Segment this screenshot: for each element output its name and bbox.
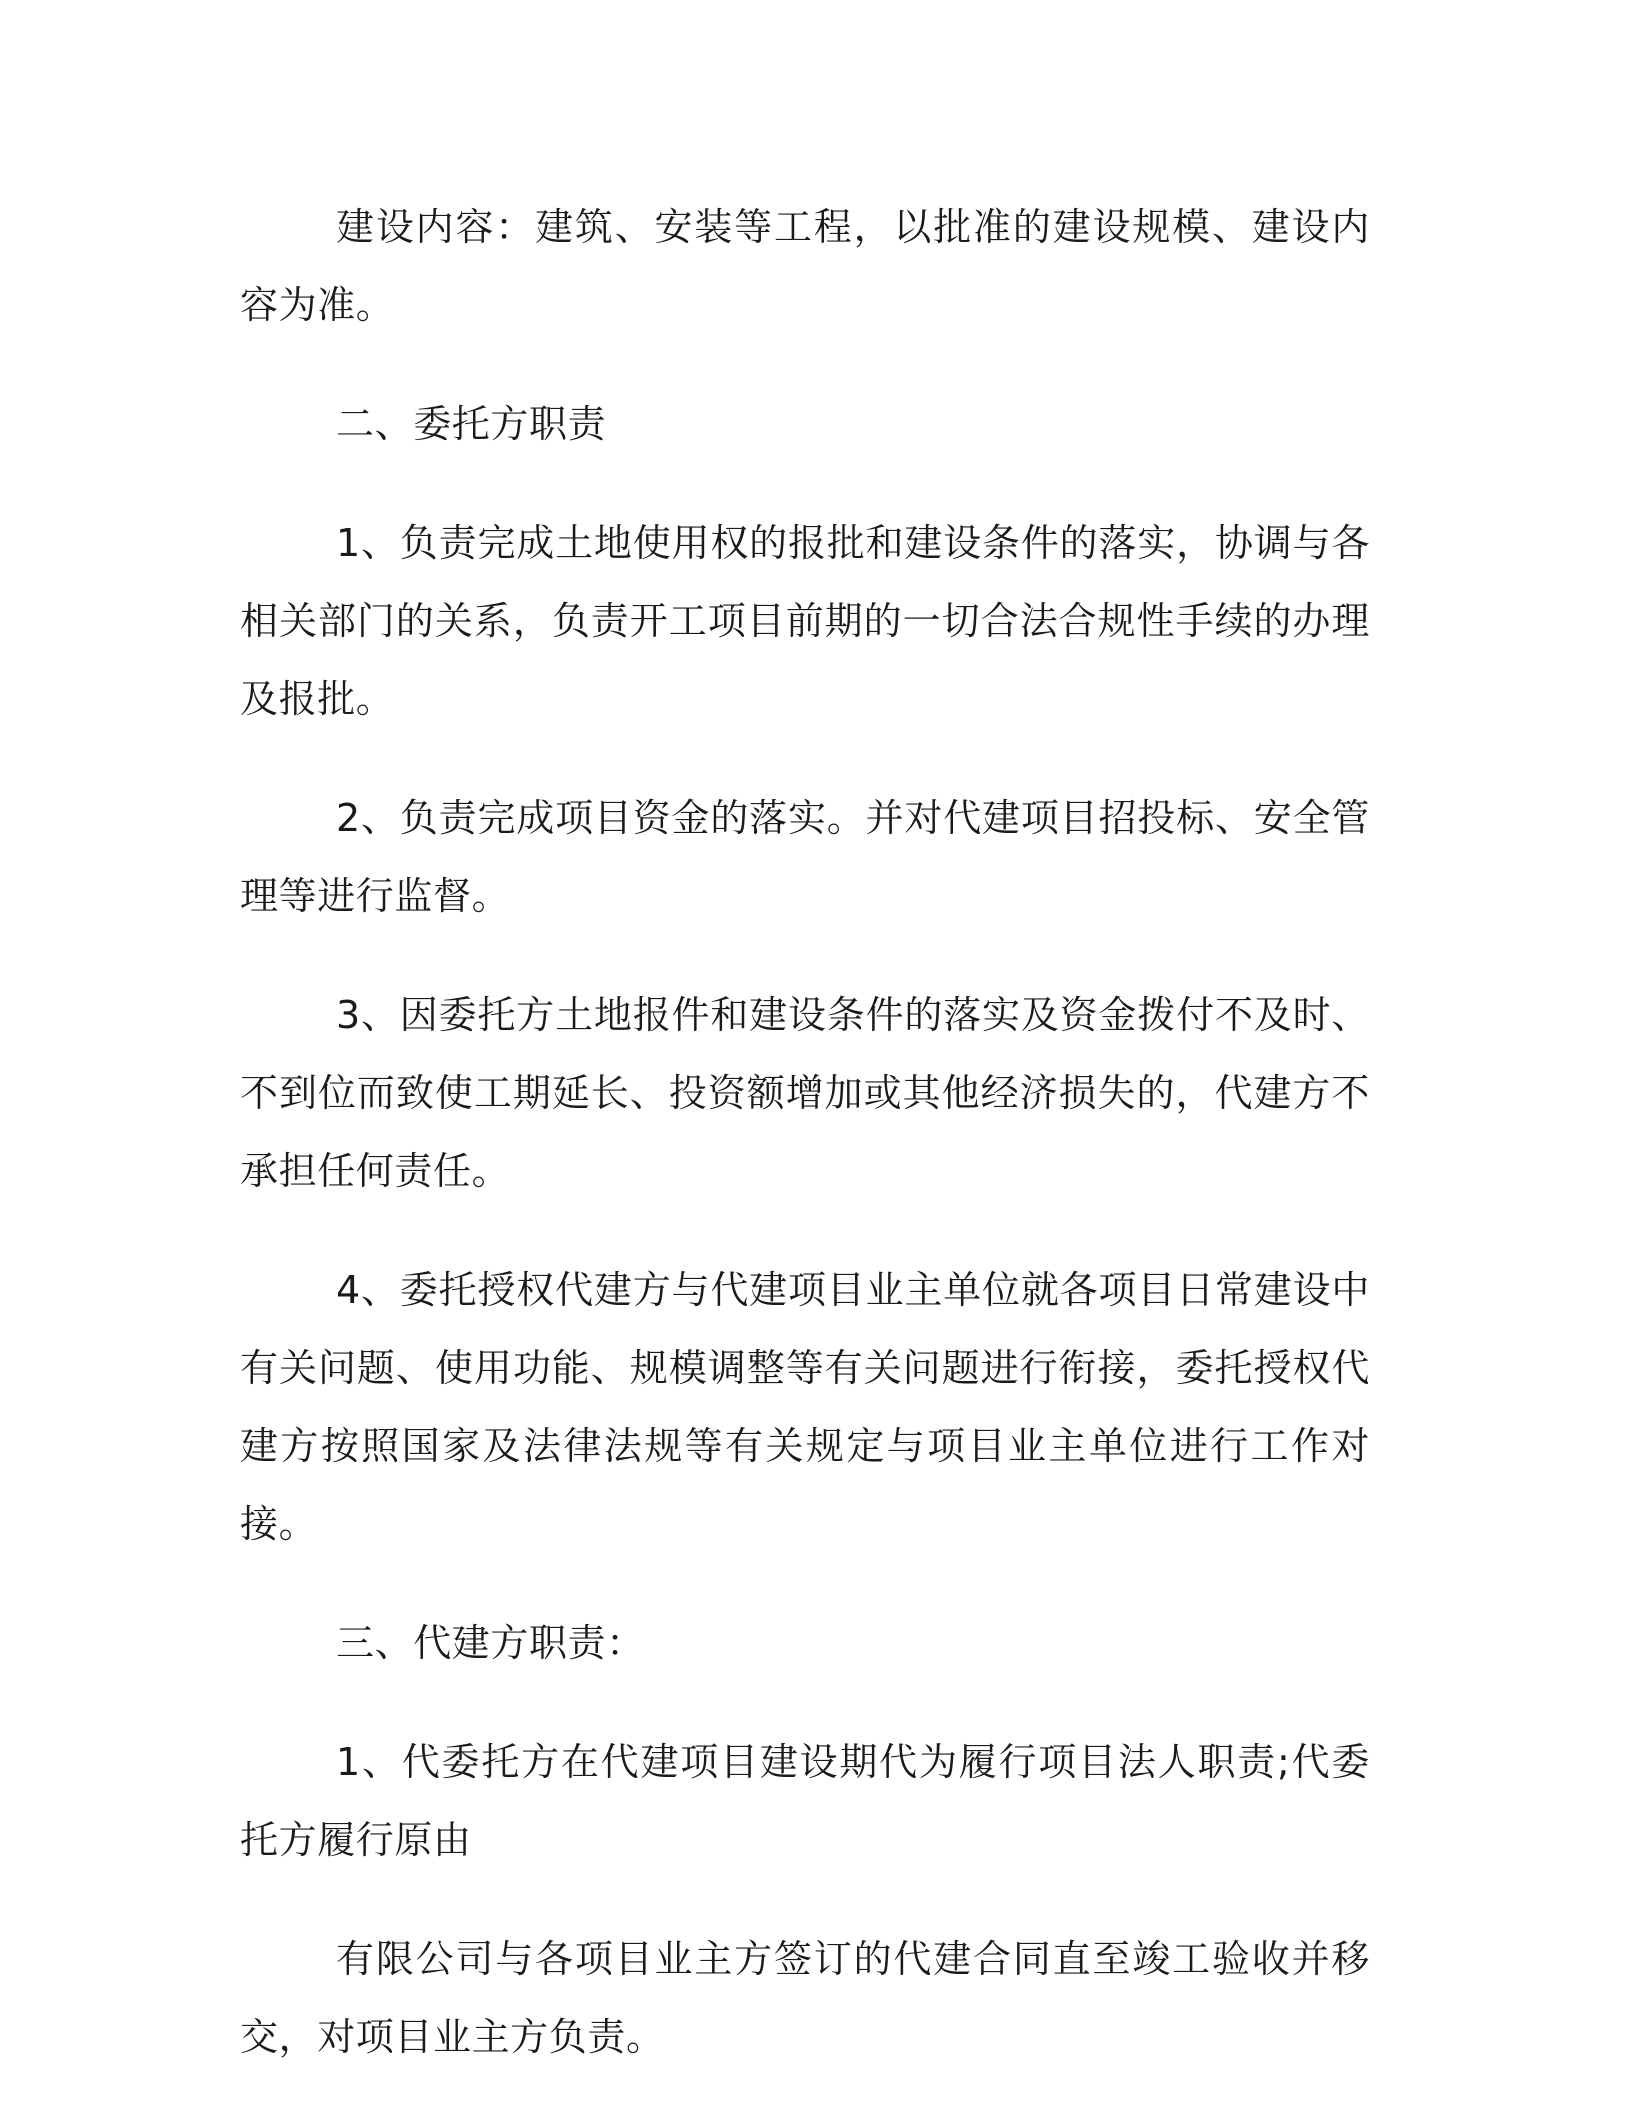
paragraph-agent-duty-1-continued: 有限公司与各项目业主方签订的代建合同直至竣工验收并移交，对项目业主方负责。 xyxy=(240,1937,1370,2059)
paragraph-client-duty-3: 3、因委托方土地报件和建设条件的落实及资金拨付不及时、不到位而致使工期延长、投资额增加或其他经济损失的，代建方不承担任何责任。 xyxy=(240,993,1370,1193)
paragraph-agent-duty-1: 1、代委托方在代建项目建设期代为履行项目法人职责;代委托方履行原由 xyxy=(240,1740,1370,1862)
paragraph-client-duty-4: 4、委托授权代建方与代建项目业主单位就各项目日常建设中有关问题、使用功能、规模调整等有关问题进行衔接，委托授权代建方按照国家及法律法规等有关规定与项目业主单位进行工作对接。 xyxy=(240,1268,1370,1546)
document-body xyxy=(240,188,1370,2117)
section-heading-agent-duties: 三、代建方职责： xyxy=(336,1621,645,1665)
paragraph-construction-content: 建设内容：建筑、安装等工程，以批准的建设规模、建设内容为准。 xyxy=(240,205,1370,327)
paragraph-client-duty-2: 2、负责完成项目资金的落实。并对代建项目招投标、安全管理等进行监督。 xyxy=(240,796,1370,918)
paragraph-client-duty-1: 1、负责完成土地使用权的报批和建设条件的落实，协调与各相关部门的关系，负责开工项目前期的一切合法合规性手续的办理及报批。 xyxy=(240,521,1370,721)
section-heading-client-duties: 二、委托方职责 xyxy=(336,402,607,446)
